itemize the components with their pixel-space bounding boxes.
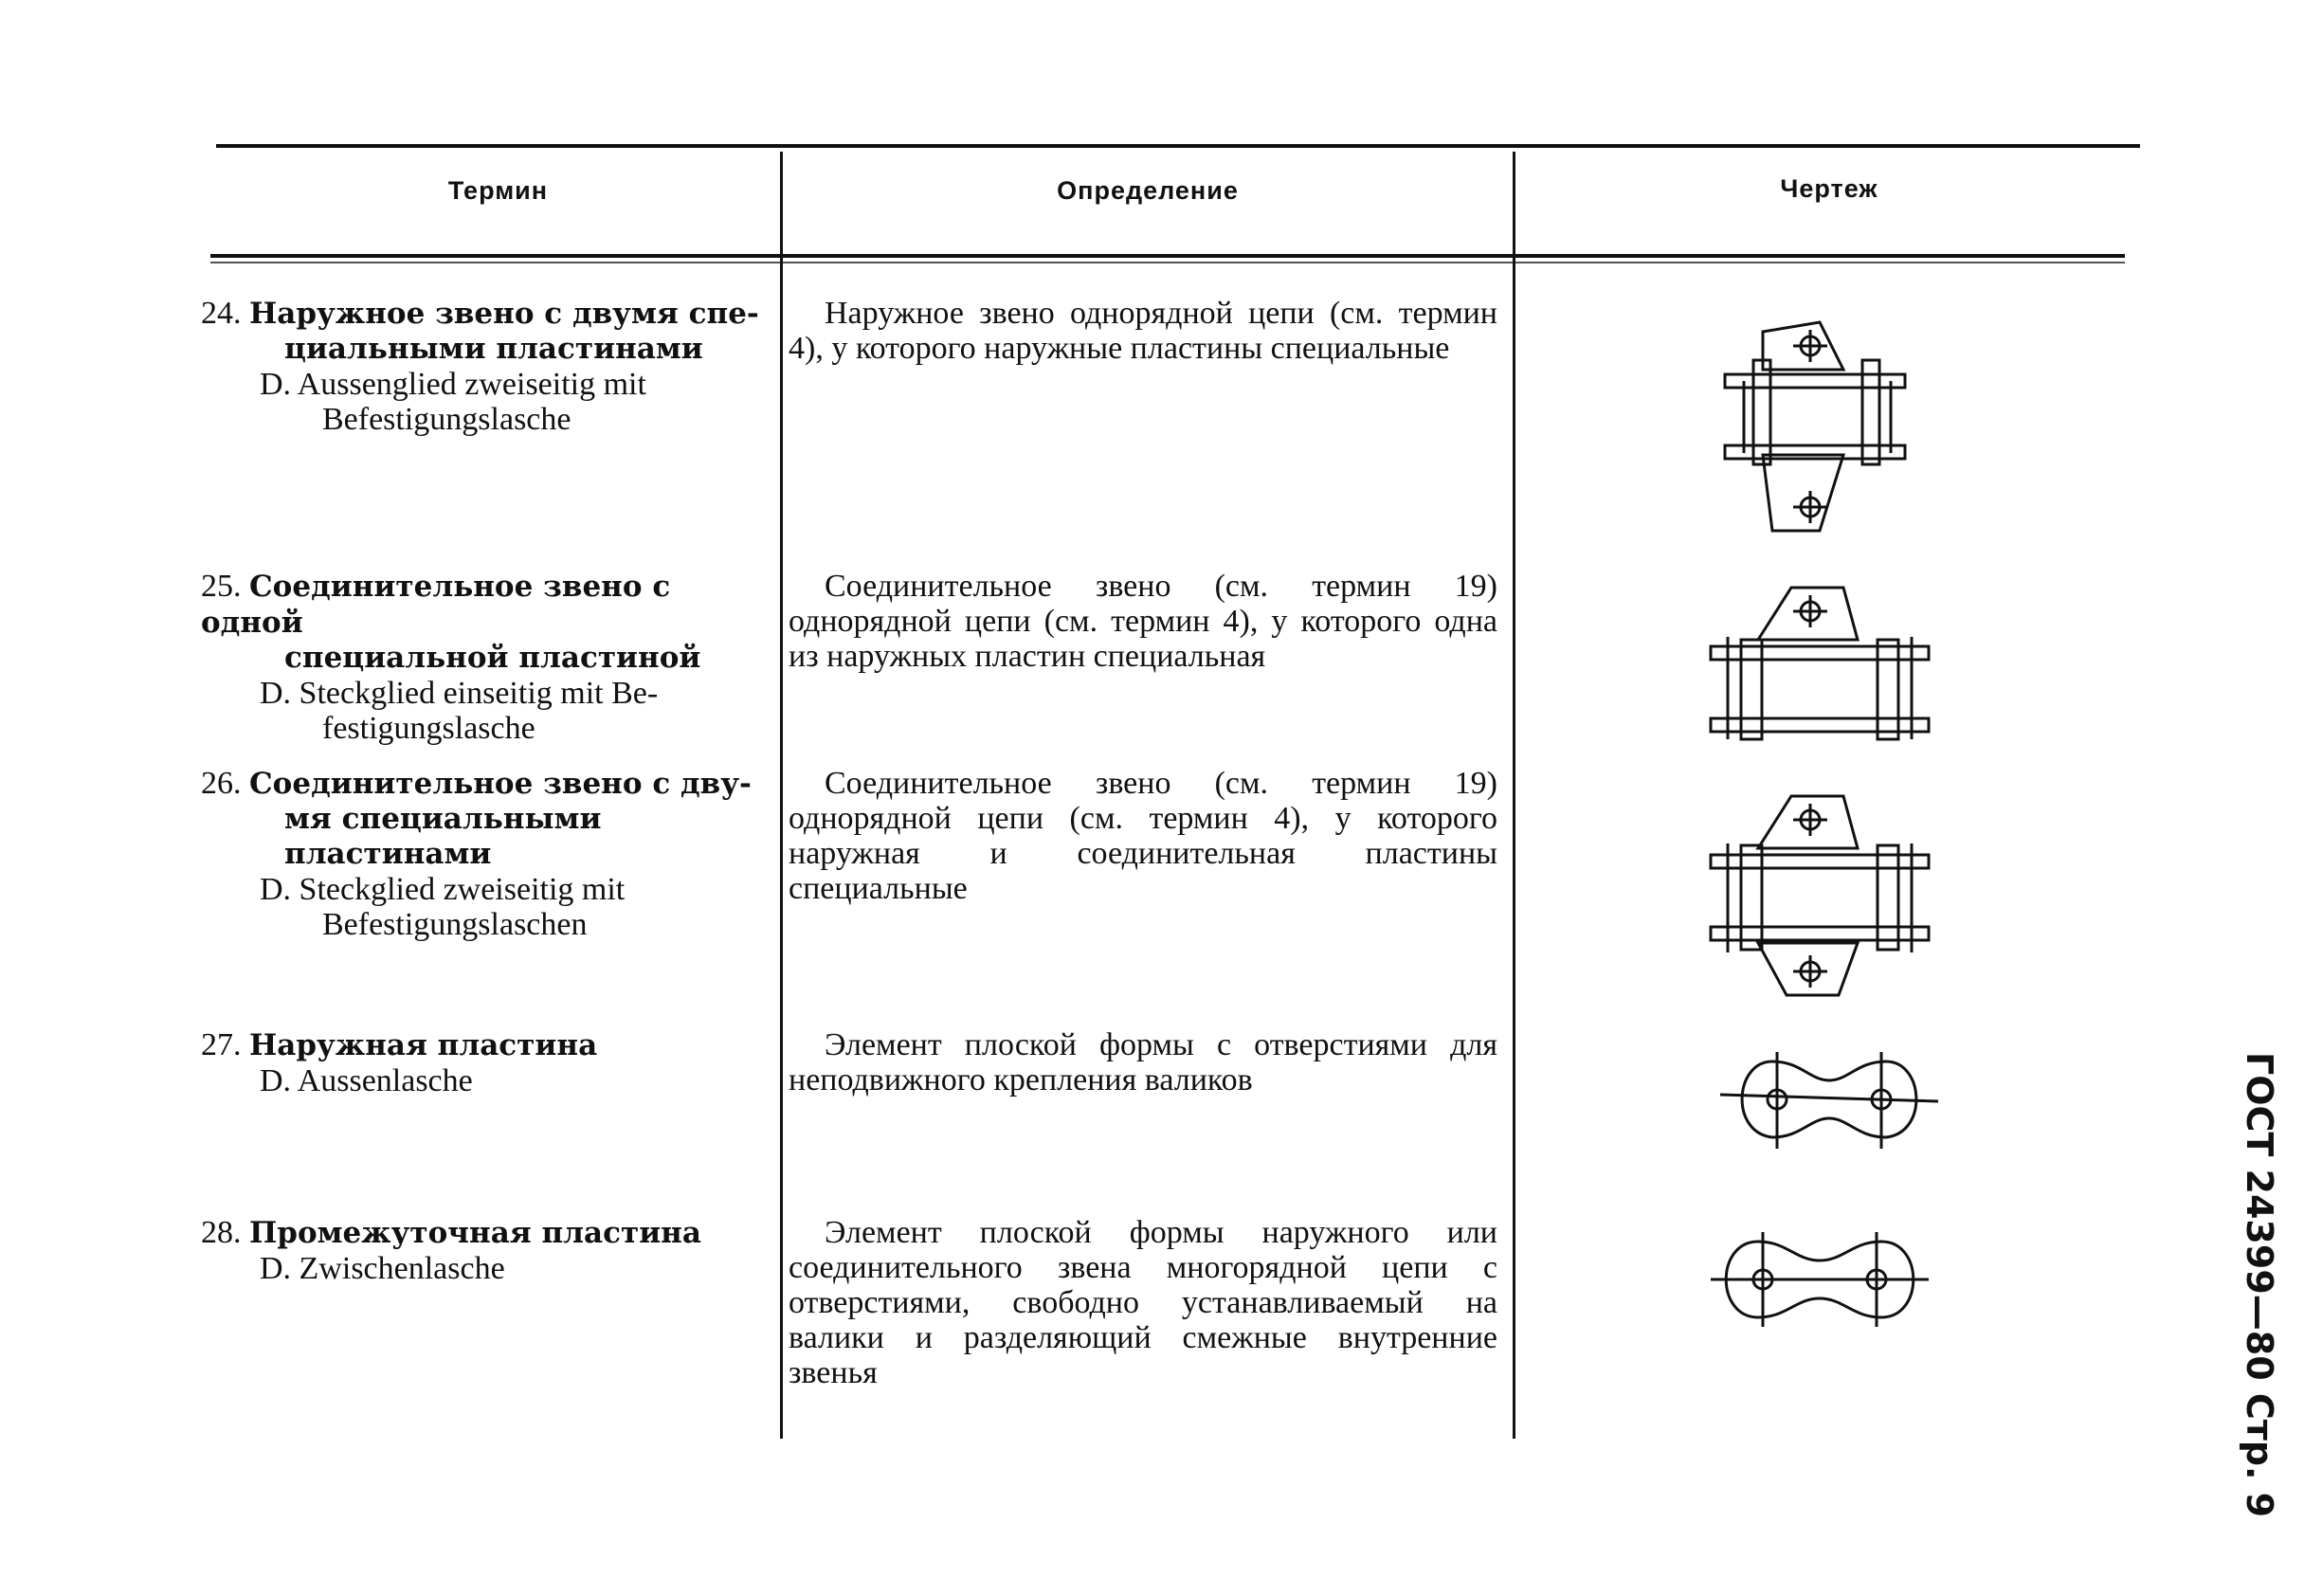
definition-26: Соединительное звено (см. термин 19) однорядной цепи (см. термин 4), у которого наружная и соединительная пластины специальные bbox=[789, 766, 1497, 906]
term-title: Соединительное звено с дву- bbox=[249, 767, 752, 801]
outer-plate-drawing bbox=[1715, 1043, 1943, 1156]
table-top-rule bbox=[216, 144, 2140, 148]
term-number: 24. bbox=[201, 296, 242, 331]
term-title-cont: мя специальными пластинами bbox=[284, 802, 602, 871]
term-german: D. Aussenglied zweiseitig mit bbox=[260, 367, 646, 402]
definition-25: Соединительное звено (см. термин 19) однорядной цепи (см. термин 4), у которого одна из наружных пластин специальная bbox=[789, 569, 1497, 674]
column-divider-2 bbox=[1513, 152, 1515, 1439]
header-definition: Определение bbox=[1057, 176, 1239, 205]
term-title-cont: специальной пластиной bbox=[284, 641, 701, 675]
term-title: Наружная пластина bbox=[249, 1028, 598, 1062]
term-26 bbox=[201, 766, 774, 942]
term-german: D. Steckglied einseitig mit Be- bbox=[260, 676, 659, 711]
term-title: Соединительное звено с одной bbox=[201, 570, 671, 640]
term-title: Промежуточная пластина bbox=[249, 1216, 701, 1250]
definition-28: Элемент плоской формы наружного или соединительного звена многорядной цепи с отверстиями, свободно устанавливаемый на валики и разделяющий смежные внутренние звенья bbox=[789, 1215, 1497, 1390]
definition-24: Наружное звено однорядной цепи (см. термин 4), у которого наружные пластины специальные bbox=[789, 296, 1497, 366]
term-27 bbox=[201, 1027, 774, 1098]
term-german-cont: Befestigungslasche bbox=[322, 402, 571, 437]
term-title: Наружное звено с двумя спе- bbox=[249, 297, 759, 331]
header-drawing: Чертеж bbox=[1780, 174, 1878, 203]
column-divider-1 bbox=[780, 152, 783, 1439]
header-bottom-rule-2 bbox=[210, 262, 2125, 263]
term-number: 28. bbox=[201, 1215, 242, 1250]
term-german-cont: Befestigungslaschen bbox=[322, 907, 588, 942]
term-title-cont: циальными пластинами bbox=[284, 332, 703, 366]
term-number: 26. bbox=[201, 766, 242, 801]
intermediate-plate-drawing bbox=[1706, 1227, 1933, 1332]
header-terms: Термин bbox=[447, 176, 549, 205]
connecting-link-one-attachment-drawing bbox=[1701, 578, 1948, 749]
term-number: 27. bbox=[201, 1027, 242, 1062]
term-german: D. Steckglied zweiseitig mit bbox=[260, 872, 626, 907]
term-german: D. Aussenlasche bbox=[260, 1063, 473, 1098]
term-number: 25. bbox=[201, 569, 242, 604]
outer-link-two-attachments-drawing bbox=[1706, 313, 1952, 540]
term-24 bbox=[201, 296, 774, 437]
term-german: D. Zwischenlasche bbox=[260, 1251, 505, 1286]
page-side-label bbox=[2227, 1052, 2284, 1518]
header-bottom-rule bbox=[210, 254, 2125, 258]
connecting-link-two-attachments-drawing bbox=[1701, 787, 1948, 1005]
standard-page-label: ГОСТ 24399—80 Стр. 9 bbox=[2239, 1052, 2280, 1518]
definition-27: Элемент плоской формы с отверстиями для неподвижного крепления валиков bbox=[789, 1027, 1497, 1097]
term-german-cont: festigungslasche bbox=[322, 711, 535, 746]
term-25 bbox=[201, 569, 774, 746]
term-28 bbox=[201, 1215, 774, 1286]
